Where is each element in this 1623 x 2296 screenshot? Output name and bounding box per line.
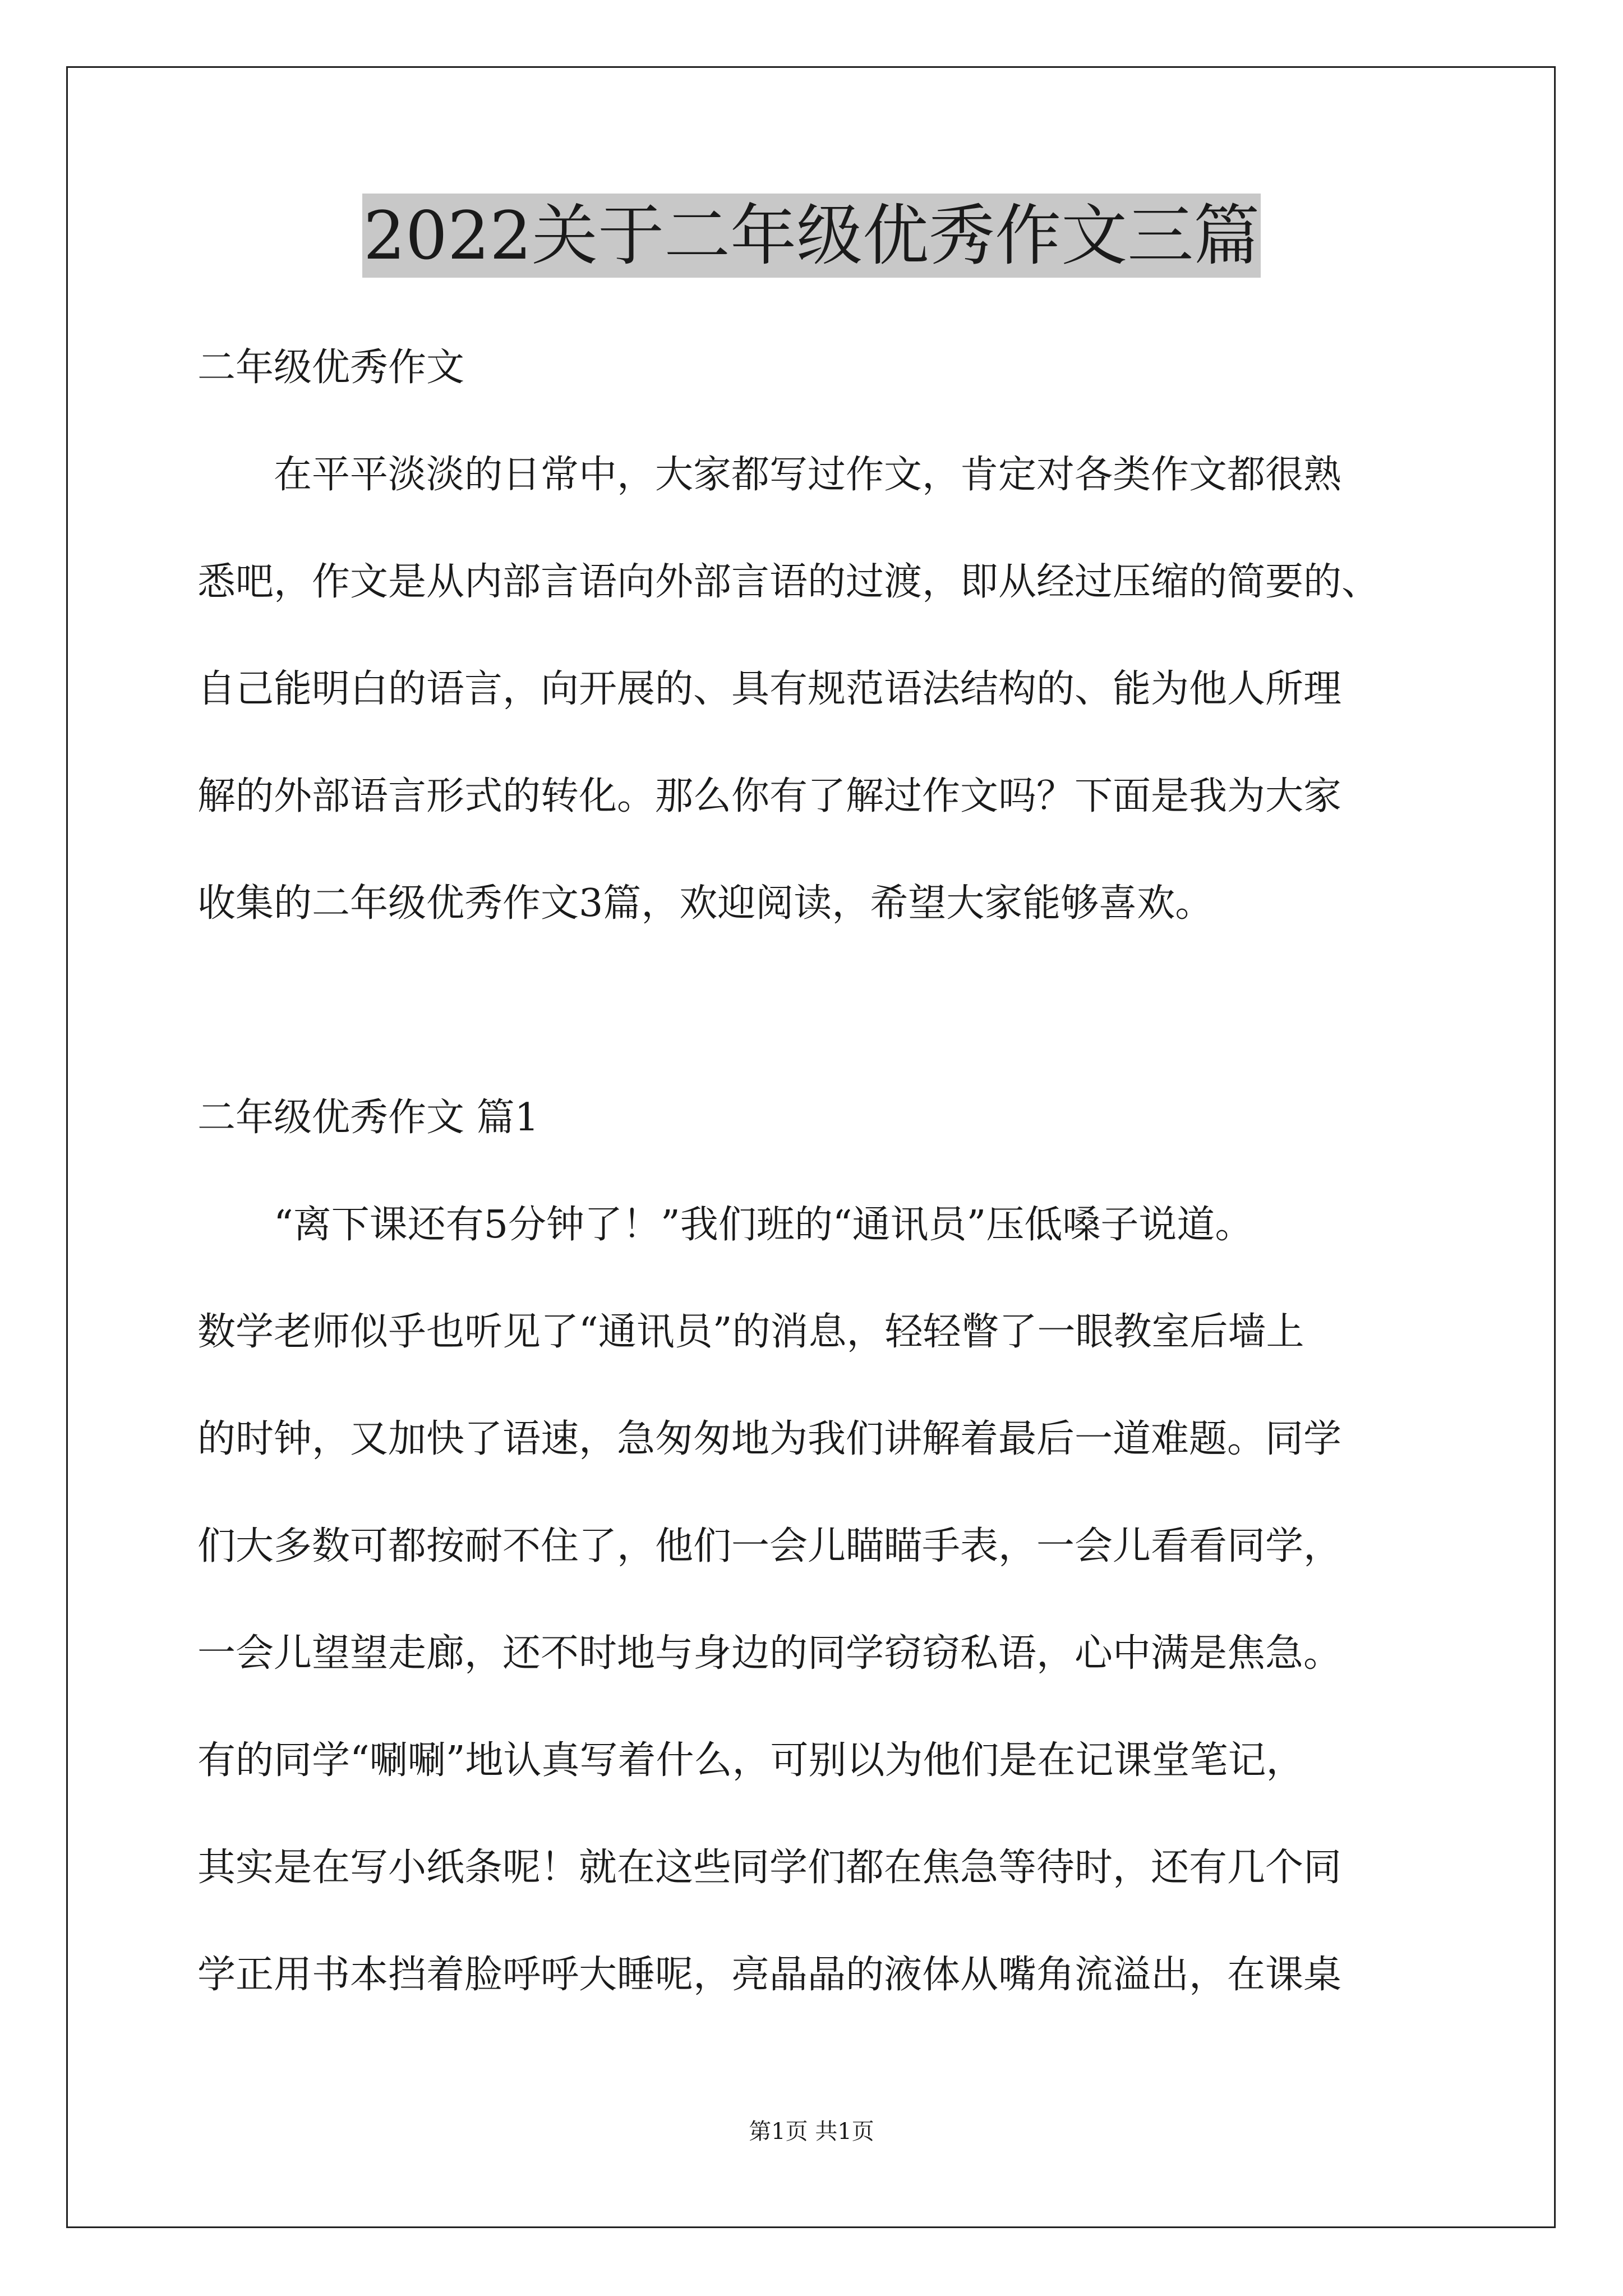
essay-1-line: “离下课还有5分钟了！”我们班的“通讯员”压低嗓子说道。 [274,1203,1253,1247]
intro-paragraph-line: 收集的二年级优秀作文3篇，欢迎阅读，希望大家能够喜欢。 [197,881,1214,926]
document-title: 2022关于二年级优秀作文三篇 [362,194,1261,278]
essay-1-line: 一会儿望望走廊，还不时地与身边的同学窃窃私语，心中满是焦急。 [197,1631,1342,1676]
essay-1-line: 学正用书本挡着脸呼呼大睡呢，亮晶晶的液体从嘴角流溢出，在课桌 [197,1953,1342,1997]
essay-1-line: 的时钟，又加快了语速，急匆匆地为我们讲解着最后一道难题。同学 [197,1417,1342,1461]
page-footer: 第1页 共1页 [749,2119,874,2145]
essay-1-line: 有的同学“唰唰”地认真写着什么，可别以为他们是在记课堂笔记， [197,1738,1304,1783]
intro-paragraph-line: 自己能明白的语言，向开展的、具有规范语法结构的、能为他人所理 [197,667,1342,711]
section-gap [197,957,1487,1064]
essay-1-line: 其实是在写小纸条呢！就在这些同学们都在焦急等待时，还有几个同 [197,1846,1342,1890]
title-container [0,194,1623,278]
intro-paragraph-line: 悉吧，作文是从内部言语向外部言语的过渡，即从经过压缩的简要的、 [197,560,1380,604]
intro-paragraph-line: 解的外部语言形式的转化。那么你有了解过作文吗？下面是我为大家 [197,774,1342,818]
document-body [197,314,1487,2028]
intro-paragraph-line: 在平平淡淡的日常中，大家都写过作文，肯定对各类作文都很熟 [274,453,1342,497]
essay-1-heading: 二年级优秀作文 篇1 [197,1096,539,1140]
essay-1-line: 数学老师似乎也听见了“通讯员”的消息，轻轻瞥了一眼教室后墙上 [197,1310,1304,1354]
intro-heading: 二年级优秀作文 [197,346,465,390]
essay-1-line: 们大多数可都按耐不住了，他们一会儿瞄瞄手表，一会儿看看同学， [197,1524,1342,1568]
